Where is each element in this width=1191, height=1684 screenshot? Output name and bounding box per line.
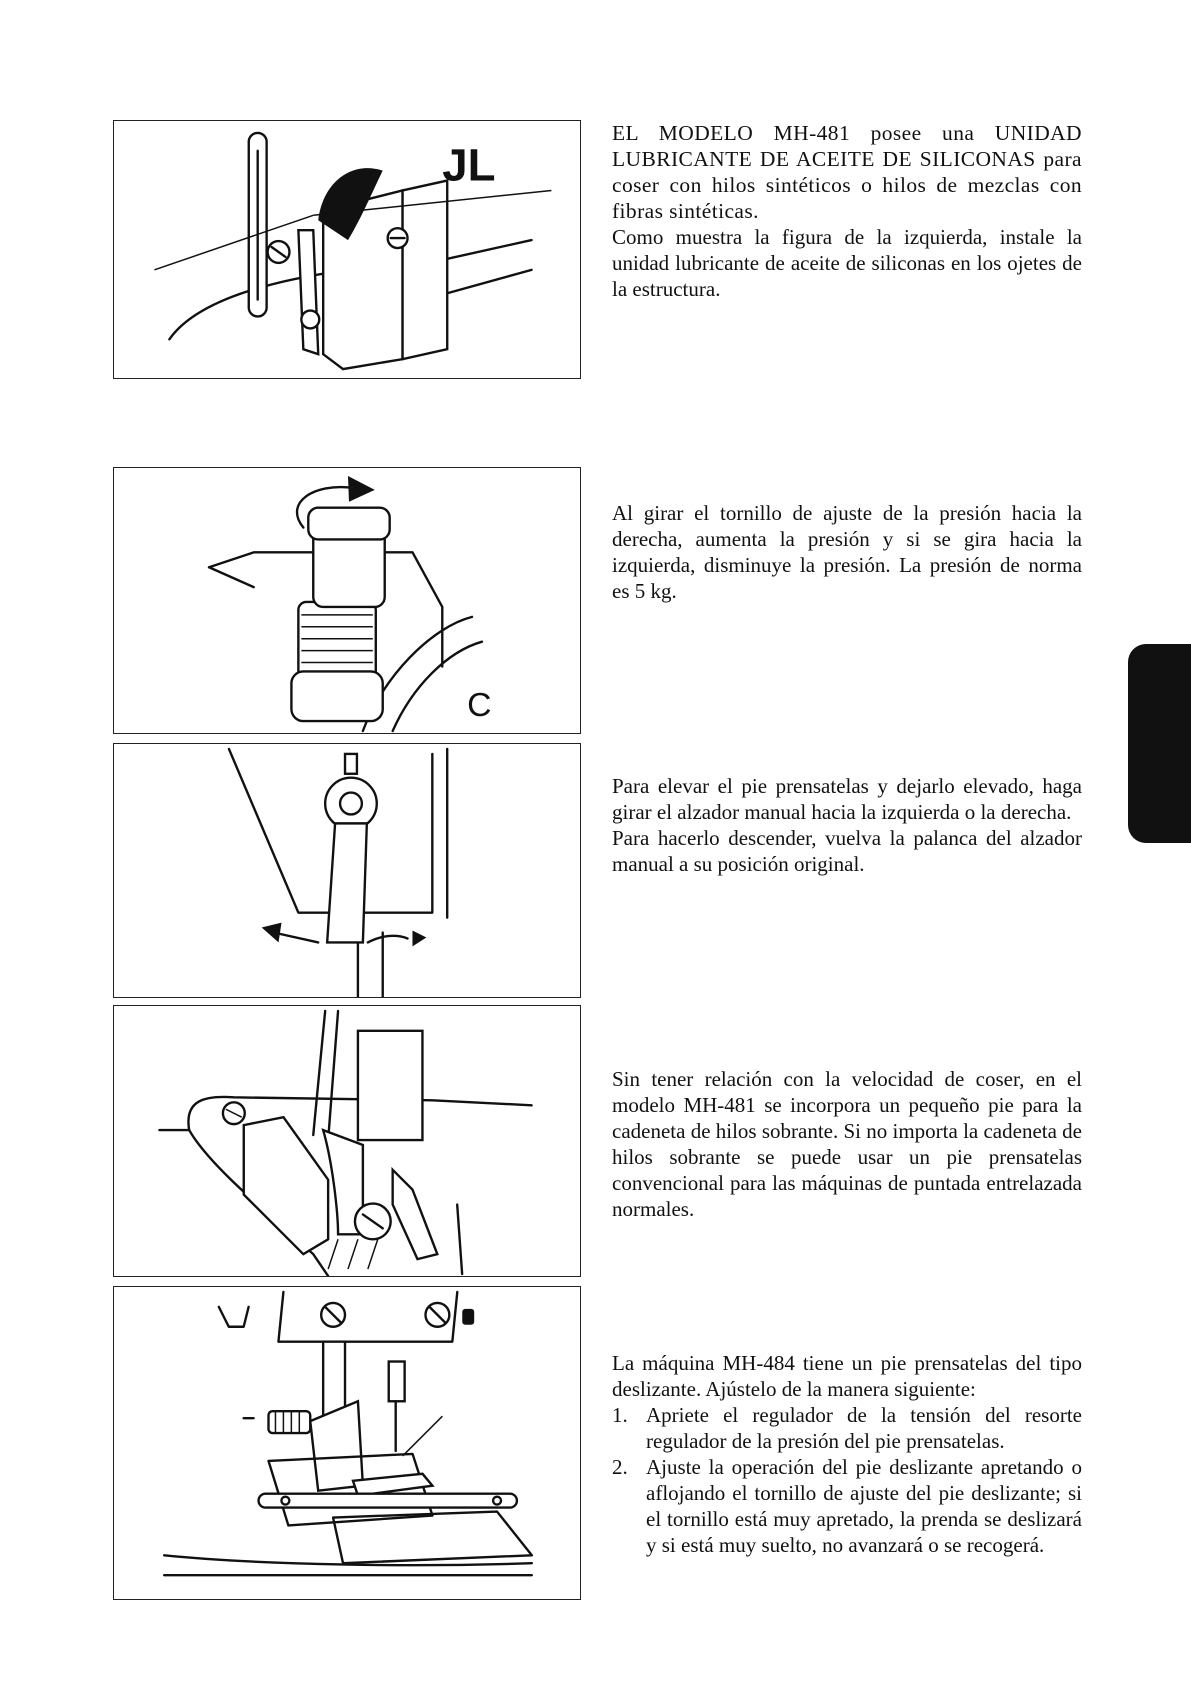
svg-text:JL: JL bbox=[442, 139, 496, 191]
section-5-intro: La máquina MH-484 tiene un pie prensatelas del tipo deslizante. Ajústelo de la manera siguiente: bbox=[612, 1351, 1082, 1401]
section-3-paragraph-1: Para elevar el pie prensatelas y dejarlo elevado, haga girar el alzador manual hacia la izquierda o la derecha. bbox=[612, 774, 1082, 824]
sliding-foot-illustration bbox=[114, 1287, 580, 1599]
list-item bbox=[612, 1454, 1082, 1558]
svg-text:C: C bbox=[467, 686, 492, 725]
step-text: Apriete el regulador de la tensión del resorte regulador de la presión del pie prensatelas. bbox=[646, 1403, 1082, 1453]
step-number: 2. bbox=[612, 1455, 628, 1479]
figure-silicone-lubricator bbox=[113, 120, 581, 379]
list-item bbox=[612, 1402, 1082, 1454]
pressure-screw-illustration bbox=[114, 468, 580, 733]
right-arrow-icon bbox=[368, 931, 427, 947]
step-text: Ajuste la operación del pie deslizante apretando o aflojando el tornillo de ajuste del pie deslizante; si el tornillo está muy apretado, la prenda se deslizará y si está muy suelto, no avanzará o se recogerá. bbox=[646, 1455, 1082, 1557]
step-number: 1. bbox=[612, 1403, 628, 1427]
manual-lifter-illustration bbox=[114, 744, 580, 997]
section-thumb-tab bbox=[1128, 644, 1191, 843]
section-3-paragraph-2: Para hacerlo descender, vuelva la palanca del alzador manual a su posición original. bbox=[612, 826, 1082, 876]
section-4-text bbox=[612, 1066, 1082, 1222]
figure-pressure-screw bbox=[113, 467, 581, 734]
section-1-paragraph-1: EL MODELO MH-481 posee una UNIDAD LUBRICANTE DE ACEITE DE SILICONAS para coser con hilos sintéticos o hilos de mezclas con fibras sintéticas. bbox=[612, 121, 1082, 223]
section-2-paragraph-1: Al girar el tornillo de ajuste de la presión hacia la derecha, aumenta la presión y si se gira hacia la izquierda, disminuye la presión. La presión de norma es 5 kg. bbox=[612, 501, 1082, 603]
chain-foot-illustration bbox=[114, 1006, 580, 1276]
section-1-text bbox=[612, 120, 1082, 302]
section-5-text bbox=[612, 1350, 1082, 1558]
steps-list bbox=[612, 1402, 1082, 1558]
figure-chain-foot bbox=[113, 1005, 581, 1277]
figure-sliding-foot bbox=[113, 1286, 581, 1600]
section-4-paragraph-1: Sin tener relación con la velocidad de coser, en el modelo MH-481 se incorpora un pequeño pie para la cadeneta de hilos sobrante. Si no importa la cadeneta de hilos sobrante se puede usar un pie prensatelas convencional para las máquinas de puntada entrelazada normales. bbox=[612, 1067, 1082, 1221]
section-2-text bbox=[612, 500, 1082, 604]
left-arrow-icon bbox=[262, 923, 319, 943]
section-1-paragraph-2: Como muestra la figura de la izquierda, instale la unidad lubricante de aceite de siliconas en los ojetes de la estructura. bbox=[612, 225, 1082, 301]
figure-manual-lifter bbox=[113, 743, 581, 998]
silicone-lubricator-illustration bbox=[114, 121, 580, 378]
section-3-text bbox=[612, 773, 1082, 877]
jl-logo bbox=[442, 140, 495, 191]
